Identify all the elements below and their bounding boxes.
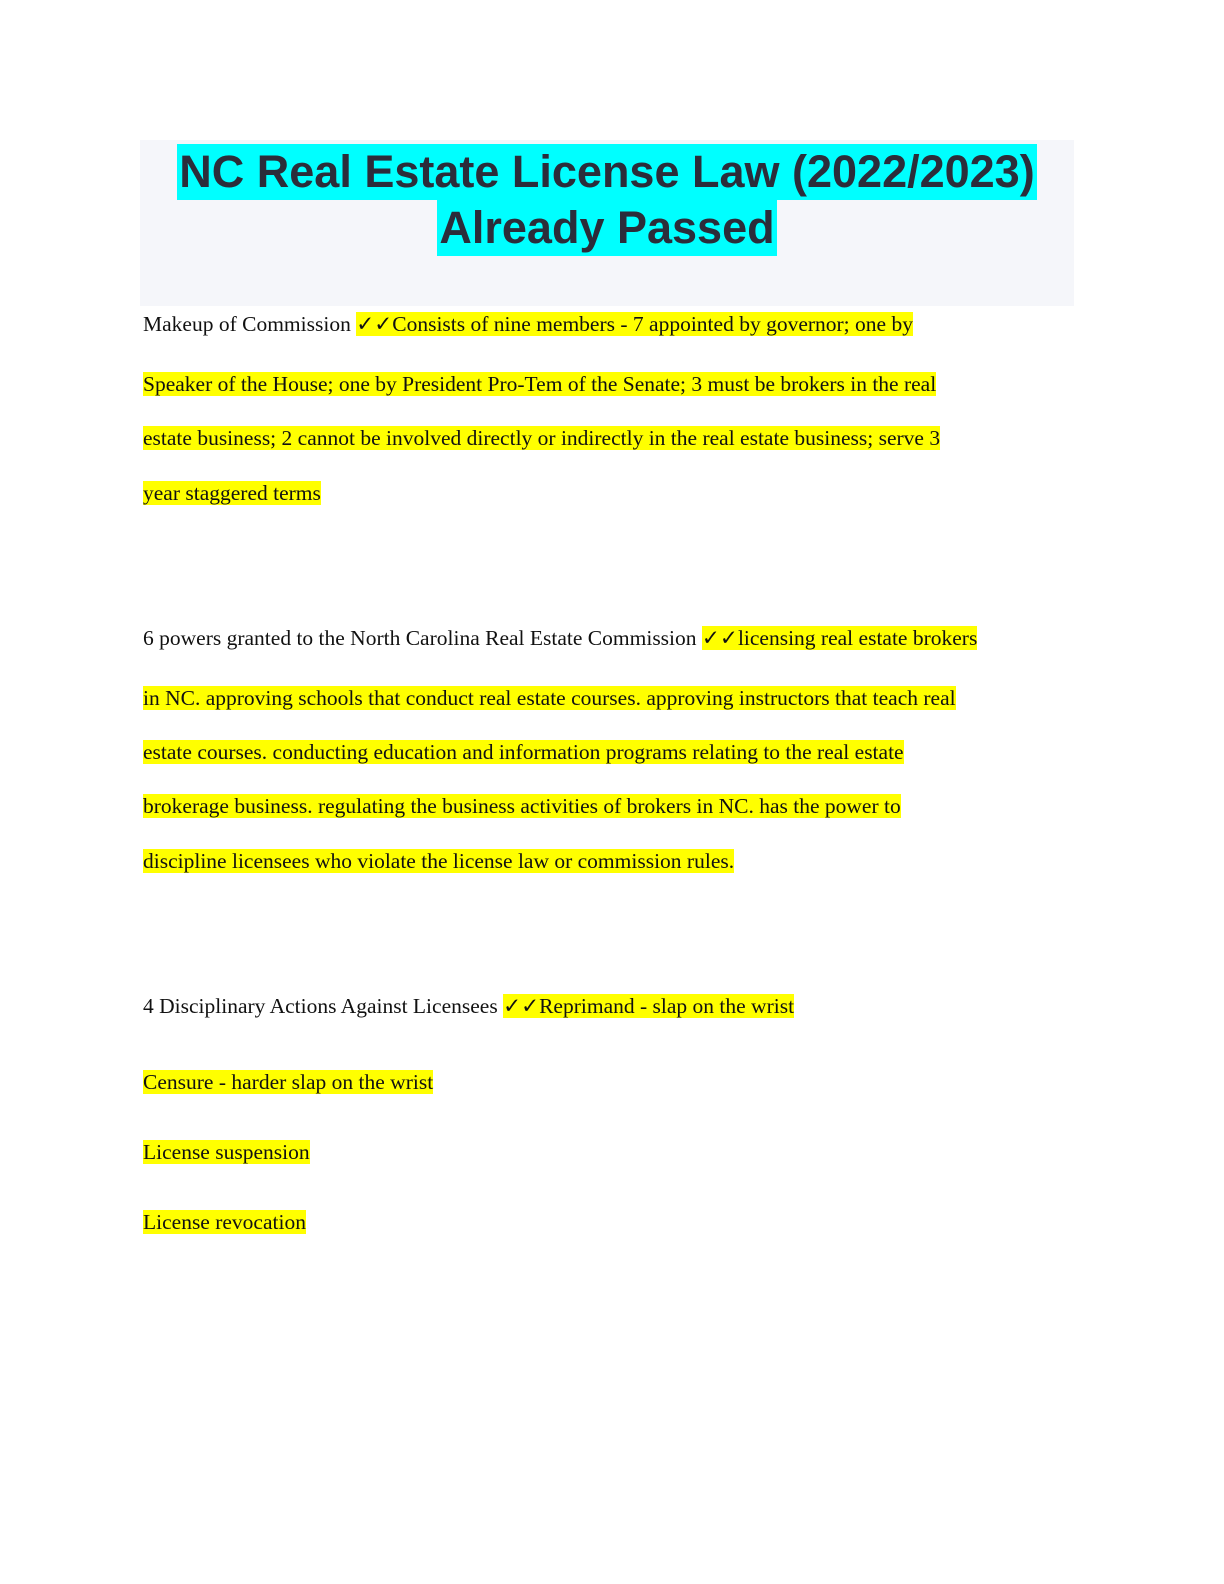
answer-line: estate business; 2 cannot be involved directly or indirectly in the real estate business; serve 3	[143, 426, 941, 450]
document-title-line-2: Already Passed	[437, 200, 776, 256]
answer-line: Speaker of the House; one by President Pro-Tem of the Senate; 3 must be brokers in the real	[143, 372, 937, 396]
qa-first-line	[143, 992, 794, 1020]
answer-line: discipline licensees who violate the license law or commission rules.	[143, 849, 735, 873]
question-text: 6 powers granted to the North Carolina Real Estate Commission	[143, 626, 697, 650]
answer-line: in NC. approving schools that conduct real estate courses. approving instructors that teach real	[143, 686, 956, 710]
qa-first-line	[143, 624, 977, 652]
answer-line: year staggered terms	[143, 481, 321, 505]
document-title-line-1: NC Real Estate License Law (2022/2023)	[177, 144, 1036, 200]
answer-line: estate courses. conducting education and information programs relating to the real estate	[143, 740, 904, 764]
question-text: 4 Disciplinary Actions Against Licensees	[143, 994, 498, 1018]
title-block	[140, 140, 1074, 306]
answer-line: License suspension	[143, 1140, 310, 1164]
question-text: Makeup of Commission	[143, 312, 351, 336]
check-mark-icon: ✓✓	[356, 312, 393, 337]
answer-line: License revocation	[143, 1210, 306, 1234]
answer-first-line: ✓✓Reprimand - slap on the wrist	[503, 994, 795, 1019]
answer-first-line: ✓✓licensing real estate brokers	[701, 626, 978, 651]
answer-line: brokerage business. regulating the business activities of brokers in NC. has the power to	[143, 794, 901, 818]
qa-first-line	[143, 310, 913, 338]
answer-first-line: ✓✓Consists of nine members - 7 appointed by governor; one by	[356, 312, 913, 337]
answer-line: Censure - harder slap on the wrist	[143, 1070, 434, 1094]
check-mark-icon: ✓✓	[503, 994, 540, 1019]
check-mark-icon: ✓✓	[701, 626, 738, 651]
